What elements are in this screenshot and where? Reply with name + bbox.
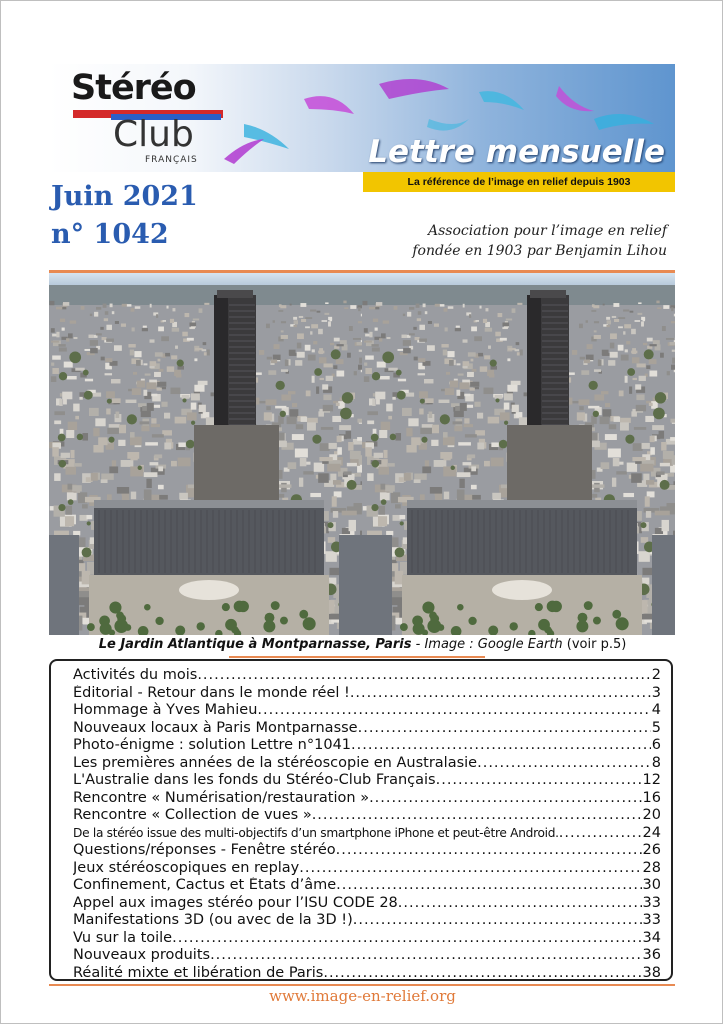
header-banner xyxy=(49,64,675,172)
toc-entry-title: Activités du mois xyxy=(73,667,198,683)
toc-entry[interactable] xyxy=(73,965,661,983)
toc-entry-page: 30 xyxy=(642,877,661,893)
toc-leader-dots xyxy=(323,965,641,981)
toc-leader-dots xyxy=(172,930,641,946)
toc-entry-title: Hommage à Yves Mahieu xyxy=(73,702,258,718)
logo-francais-text: FRANÇAIS xyxy=(145,155,198,165)
toc-entry[interactable] xyxy=(73,790,661,808)
photo-caption xyxy=(1,637,723,652)
toc-entry-title: Photo-énigme : solution Lettre n°1041 xyxy=(73,737,352,753)
toc-entry-page: 5 xyxy=(651,719,661,736)
toc-entry-page: 16 xyxy=(642,789,661,806)
logo-club-text: Club xyxy=(113,114,194,155)
toc-entry-page: 6 xyxy=(651,737,661,753)
toc-entry-title: Réalité mixte et libération de Paris xyxy=(73,964,324,981)
toc-entry-page: 28 xyxy=(642,859,661,876)
logo-stereo-text: Stéréo xyxy=(71,68,196,108)
aerial-city-illustration xyxy=(362,285,675,635)
toc-entry[interactable] xyxy=(73,685,661,703)
stereo-photo-right xyxy=(362,285,675,635)
toc-leader-dots xyxy=(257,702,650,718)
toc-leader-dots xyxy=(477,755,651,771)
toc-leader-dots xyxy=(436,772,642,788)
toc-entry-page: 20 xyxy=(642,807,661,823)
toc-leader-dots xyxy=(336,842,642,858)
toc-entry-title: Nouveaux produits xyxy=(73,947,211,963)
tagline: La référence de l’image en relief depuis 1903 xyxy=(363,172,675,192)
aerial-city-illustration xyxy=(49,285,362,635)
association-line-1: Association pour l’image en relief xyxy=(428,223,667,239)
issue-number: n° 1042 xyxy=(51,219,169,250)
toc-leader-dots xyxy=(559,825,642,841)
toc-entry[interactable] xyxy=(73,807,661,825)
toc-entry[interactable] xyxy=(73,702,661,720)
toc-entry-page: 12 xyxy=(642,772,661,788)
toc-leader-dots xyxy=(350,685,651,701)
toc-leader-dots xyxy=(336,877,641,893)
toc-leader-dots xyxy=(351,737,651,753)
toc-leader-dots xyxy=(398,895,642,911)
toc-entry[interactable] xyxy=(73,947,661,965)
toc-entry-page: 33 xyxy=(642,912,661,928)
toc-leader-dots xyxy=(353,912,642,928)
table-of-contents xyxy=(49,659,673,981)
toc-entry-title: L'Australie dans les fonds du Stéréo-Club Français xyxy=(73,772,436,788)
toc-entry[interactable] xyxy=(73,667,661,685)
toc-entry[interactable] xyxy=(73,930,661,948)
caption-source: - Image : Google Earth xyxy=(411,637,563,652)
toc-entry-title: Questions/réponses - Fenêtre stéréo xyxy=(73,842,336,858)
toc-entry-title: Manifestations 3D (ou avec de la 3D !) xyxy=(73,912,353,928)
toc-leader-dots xyxy=(299,860,641,876)
toc-entry-title: Rencontre « Collection de vues » xyxy=(73,807,312,823)
sky-strip xyxy=(49,273,675,285)
toc-entry-title: Confinement, Cactus et États d’âme xyxy=(73,877,337,893)
club-logo xyxy=(49,64,239,172)
toc-entry[interactable] xyxy=(73,825,661,843)
toc-entry[interactable] xyxy=(73,877,661,895)
footer-url[interactable]: www.image-en-relief.org xyxy=(269,987,456,1005)
association-line-2: fondée en 1903 par Benjamin Lihou xyxy=(412,243,667,259)
toc-leader-dots xyxy=(312,807,642,823)
toc-entry-title: Rencontre « Numérisation/restauration » xyxy=(73,789,370,806)
toc-entry-title: Vu sur la toile xyxy=(73,929,173,946)
toc-entry-page: 2 xyxy=(651,667,661,683)
bottom-divider xyxy=(49,984,675,986)
toc-entry[interactable] xyxy=(73,895,661,913)
toc-entry-page: 4 xyxy=(651,702,661,718)
toc-entry-page: 8 xyxy=(651,754,661,771)
toc-leader-dots xyxy=(369,790,641,806)
stereo-photo-pair xyxy=(49,285,675,635)
toc-leader-dots xyxy=(210,947,641,963)
stereo-photo-left xyxy=(49,285,362,635)
association-text xyxy=(412,221,667,261)
toc-entry-title: Appel aux images stéréo pour l’ISU CODE 28 xyxy=(73,894,398,911)
toc-entry-page: 26 xyxy=(642,842,661,858)
toc-entry-title: Les premières années de la stéréoscopie en Australasie xyxy=(73,754,478,771)
toc-leader-dots xyxy=(358,720,651,736)
toc-entry[interactable] xyxy=(73,860,661,878)
toc-entry-page: 3 xyxy=(651,684,661,701)
toc-entry[interactable] xyxy=(73,772,661,790)
caption-underline xyxy=(229,656,485,658)
toc-leader-dots xyxy=(197,667,650,683)
toc-entry[interactable] xyxy=(73,912,661,930)
toc-entry[interactable] xyxy=(73,720,661,738)
toc-entry-page: 24 xyxy=(642,824,661,841)
toc-entry-title: Nouveaux locaux à Paris Montparnasse xyxy=(73,719,358,736)
toc-entry-title: Jeux stéréoscopiques en replay xyxy=(73,859,300,876)
toc-entry-page: 38 xyxy=(642,964,661,981)
toc-entry[interactable] xyxy=(73,737,661,755)
toc-entry-page: 34 xyxy=(642,929,661,946)
toc-entry[interactable] xyxy=(73,842,661,860)
banner-title: Lettre mensuelle xyxy=(368,134,665,170)
toc-entry-title: Éditorial - Retour dans le monde réel ! xyxy=(73,684,350,701)
toc-entry-page: 36 xyxy=(642,947,661,963)
toc-entry[interactable] xyxy=(73,755,661,773)
toc-entry-page: 33 xyxy=(642,894,661,911)
caption-ref: (voir p.5) xyxy=(562,637,627,652)
toc-entry-title: De la stéréo issue des multi-objectifs d’un smartphone iPhone et peut-être Android. xyxy=(73,825,559,840)
issue-date: Juin 2021 xyxy=(51,181,198,212)
caption-title: Le Jardin Atlantique à Montparnasse, Paris xyxy=(98,637,412,652)
